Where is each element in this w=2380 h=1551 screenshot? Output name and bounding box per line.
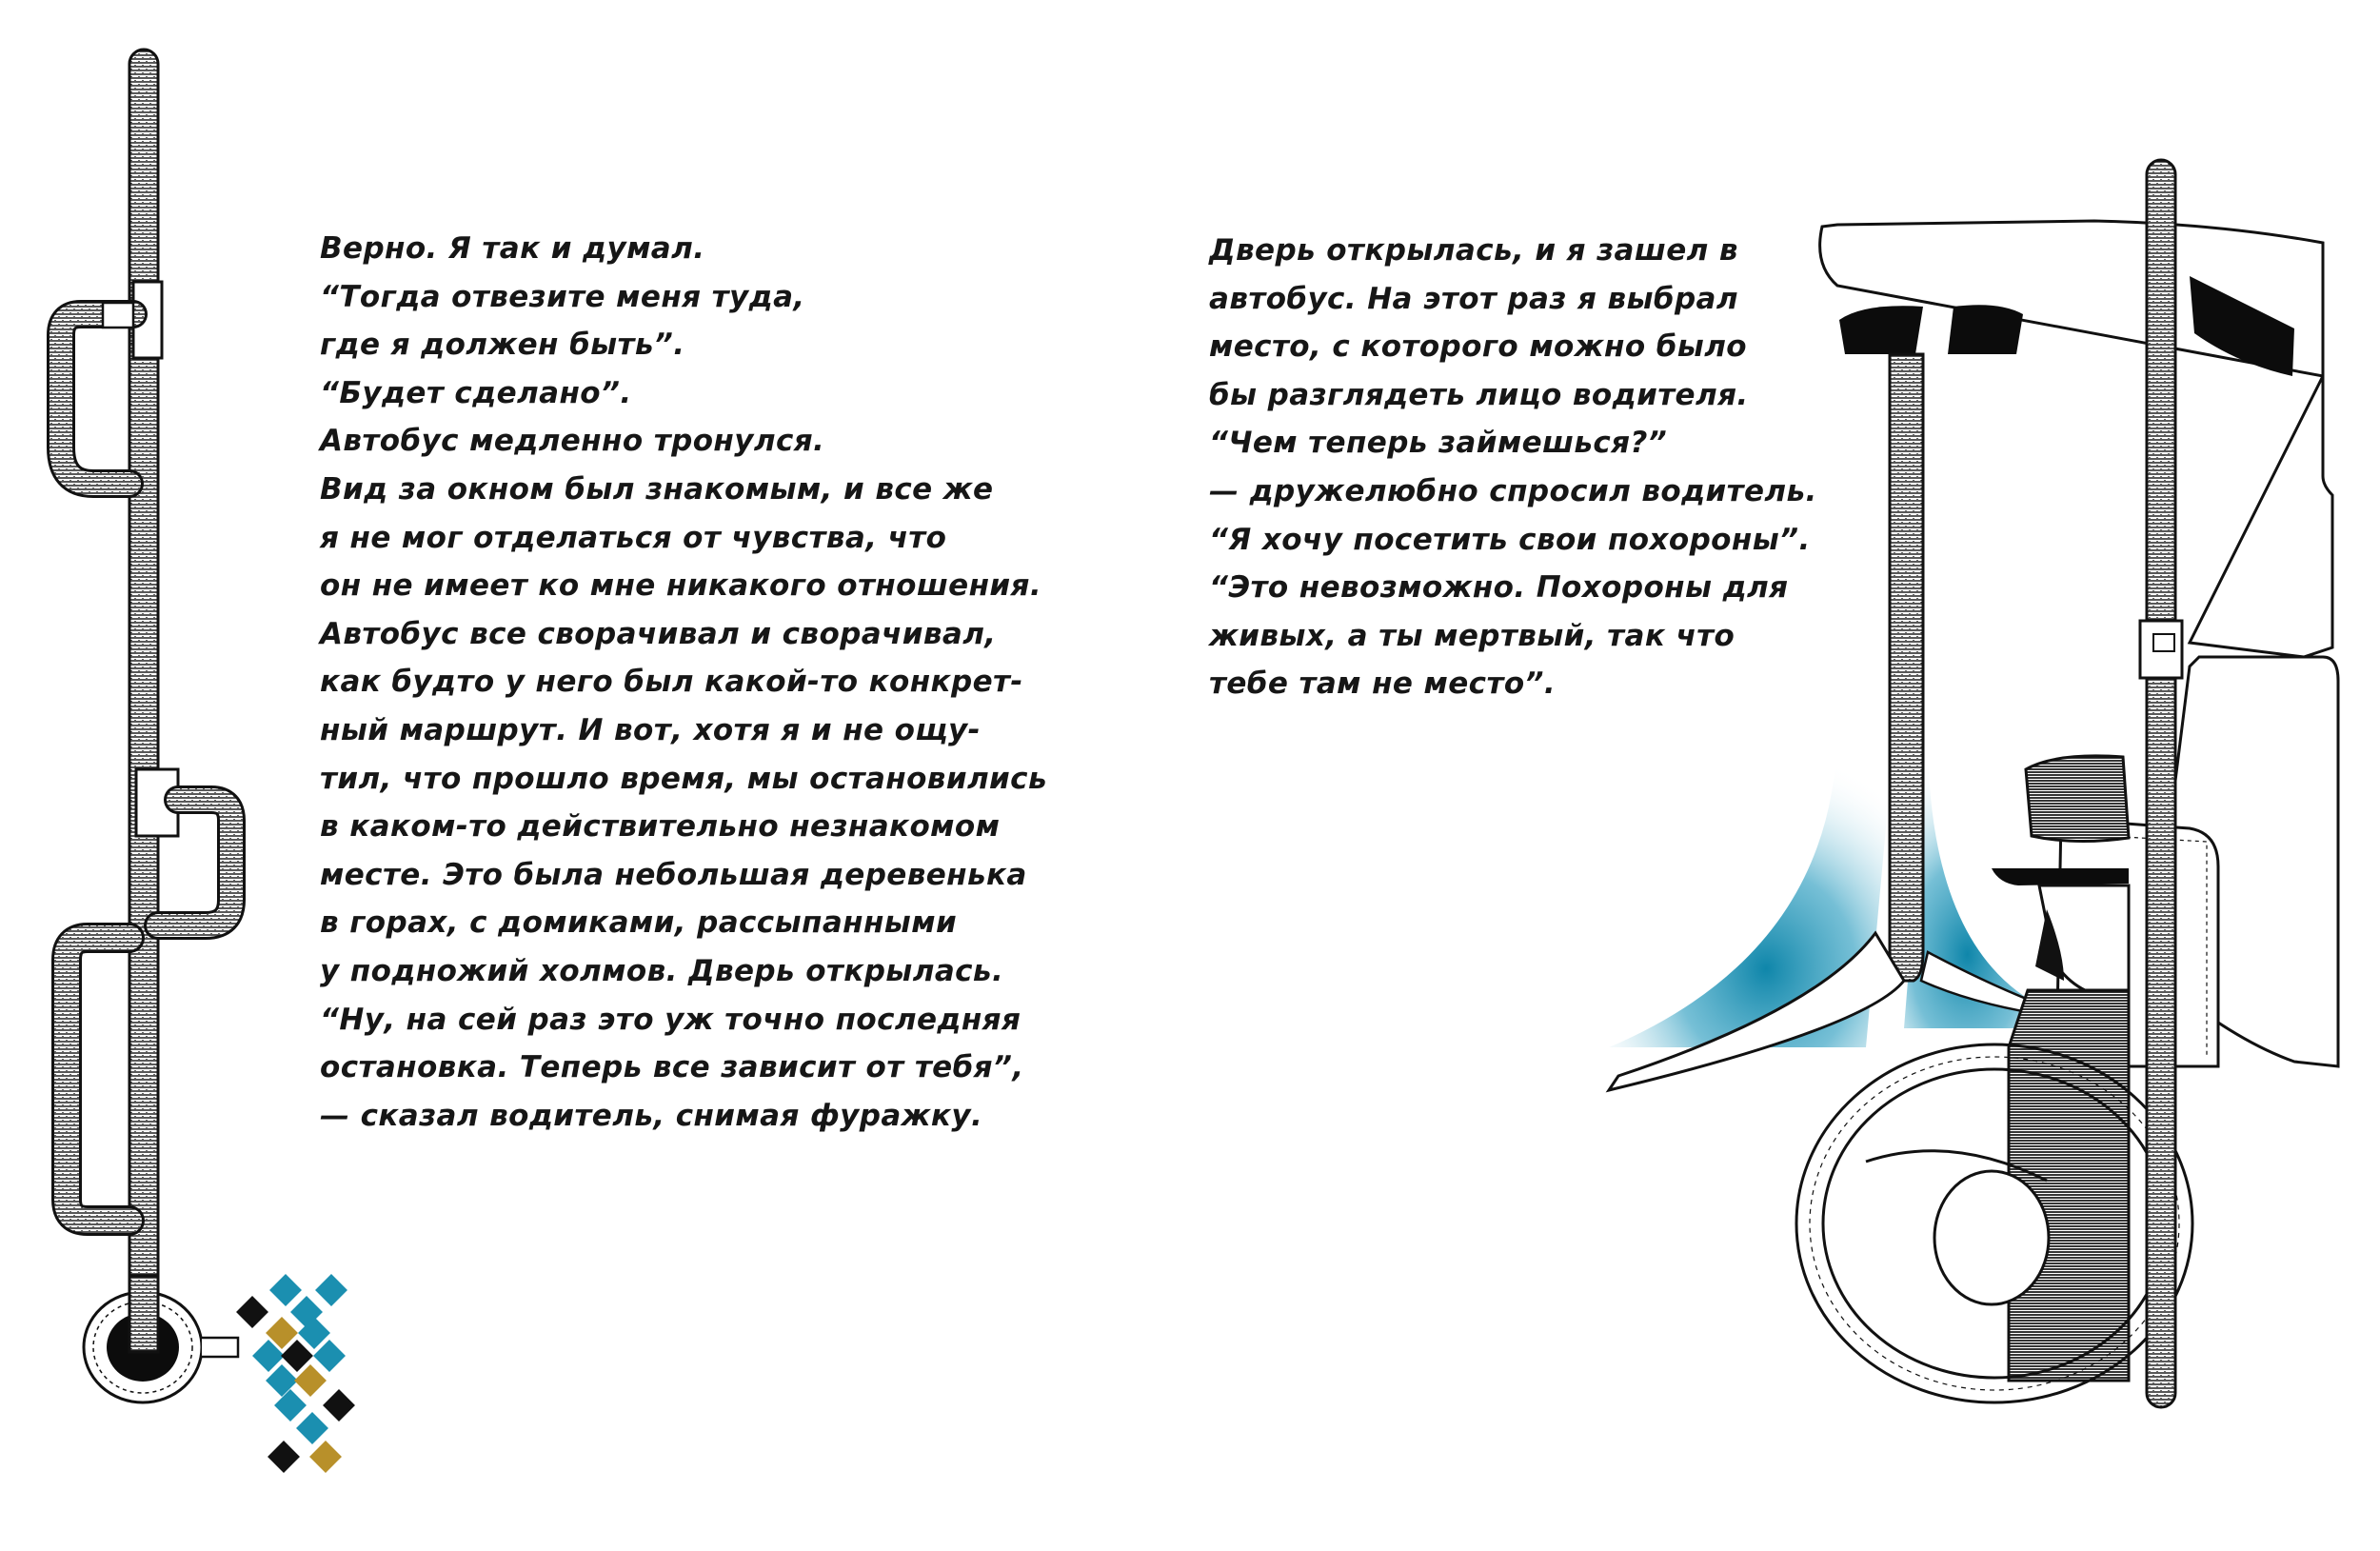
- text-line: в горах, с домиками, рассыпанными: [320, 905, 958, 941]
- text-line: живых, а ты мертвый, так что: [1209, 618, 1735, 653]
- text-line: остановка. Теперь все зависит от тебя”,: [320, 1050, 1024, 1085]
- text-line: где я должен быть”.: [320, 328, 685, 363]
- text-line: “Чем теперь займешься?”: [1209, 426, 1668, 461]
- text-line: тебе там не место”.: [1209, 666, 1557, 702]
- text-line: ный маршрут. И вот, хотя я и не ощу-: [320, 712, 981, 747]
- text-line: он не имеет ко мне никакого отношения.: [320, 568, 1041, 604]
- right-page-text: [1209, 227, 1818, 708]
- text-line: “Ну, на сей раз это уж точно последняя: [320, 1002, 1021, 1037]
- left-page-text: [320, 225, 1047, 1140]
- text-line: “Это невозможно. Похороны для: [1209, 570, 1789, 606]
- text-line: — сказал водитель, снимая фуражку.: [320, 1098, 983, 1133]
- diamond-pattern-ornament: [236, 1274, 355, 1473]
- text-line: тил, что прошло время, мы остановились: [320, 761, 1047, 796]
- text-line: месте. Это была небольшая деревенька: [320, 857, 1027, 892]
- text-line: в каком-то действительно незнакомом: [320, 809, 1001, 845]
- text-line: автобус. На этот раз я выбрал: [1209, 281, 1738, 316]
- text-line: Дверь открылась, и я зашел в: [1209, 233, 1738, 268]
- text-line: бы разглядеть лицо водителя.: [1209, 377, 1749, 412]
- text-line: “Будет сделано”.: [320, 375, 632, 410]
- text-line: — дружелюбно спросил водитель.: [1209, 473, 1817, 508]
- text-line: “Я хочу посетить свои похороны”.: [1209, 522, 1811, 557]
- text-line: место, с которого можно было: [1209, 329, 1747, 365]
- text-line: я не мог отделаться от чувства, что: [320, 520, 947, 555]
- text-line: как будто у него был какой-то конкрет-: [320, 665, 1023, 700]
- text-line: Вид за окном был знакомым, и все же: [320, 471, 994, 507]
- text-line: Автобус медленно тронулся.: [320, 424, 825, 459]
- text-line: Автобус все сворачивал и сворачивал,: [320, 616, 997, 651]
- text-line: “Тогда отвезите меня туда,: [320, 279, 805, 314]
- text-line: у подножий холмов. Дверь открылась.: [320, 953, 1004, 988]
- text-line: Верно. Я так и думал.: [320, 231, 705, 266]
- pole-with-handles-illustration: [61, 50, 238, 1402]
